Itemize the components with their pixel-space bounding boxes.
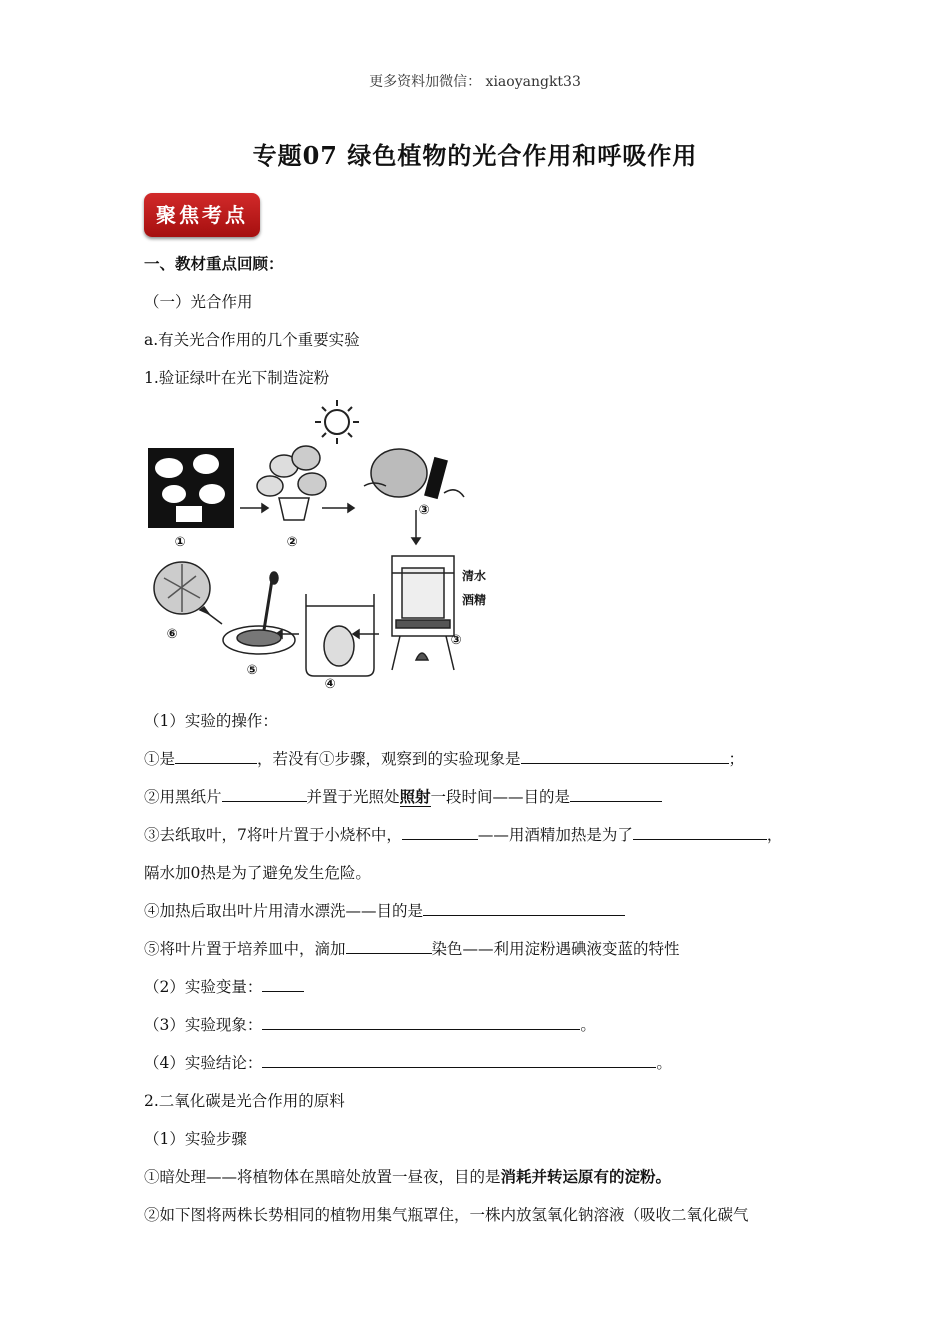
- page-header: 更多资料加微信： xiaoyangkt33: [369, 74, 581, 90]
- petri-dish-dropper: [223, 572, 295, 654]
- blank-field[interactable]: [570, 785, 662, 802]
- blank-field[interactable]: [346, 937, 432, 954]
- exp2-step-2-line: ②如下图将两株长势相同的植物用集气瓶罩住，一株内放氢氧化钠溶液（吸收二氧化碳气: [144, 1206, 749, 1224]
- step-3-text-a: ③去纸取叶，7将叶片置于小烧杯中，: [144, 826, 402, 844]
- blank-field[interactable]: [262, 1051, 656, 1068]
- step-1-text-c: ；: [728, 750, 745, 768]
- page-title: 专题07 绿色植物的光合作用和呼吸作用: [252, 141, 698, 170]
- exp2-step-1-line: [144, 1165, 671, 1187]
- sun-icon: [315, 400, 359, 444]
- blank-field[interactable]: [423, 899, 625, 916]
- phenomenon-end: 。: [580, 1016, 596, 1034]
- blank-field[interactable]: [402, 823, 478, 840]
- phenomenon-label: （3）实验现象：: [144, 1016, 263, 1034]
- figure-label-4: ④: [324, 677, 336, 692]
- conclusion-end: 。: [656, 1054, 672, 1072]
- conclusion-label: （4）实验结论：: [144, 1054, 263, 1072]
- step-2-text-d: 一段时间——目的是: [430, 788, 571, 806]
- step-5-line: [144, 937, 680, 959]
- subsection-experiments: a.有关光合作用的几个重要实验: [144, 331, 360, 349]
- blank-field[interactable]: [262, 1013, 580, 1030]
- starch-experiment-figure: [144, 398, 494, 693]
- step-3-continuation: 隔水加0热是为了避免发生危险。: [144, 864, 371, 882]
- beaker-with-leaf: [306, 594, 374, 676]
- leaf-with-paper: [364, 449, 464, 499]
- label-alcohol: 酒精: [462, 593, 487, 607]
- figure-label-1: ①: [174, 535, 186, 550]
- variable-label: （2）实验变量：: [144, 978, 263, 996]
- blank-field[interactable]: [175, 747, 257, 764]
- figure-label-5: ⑤: [246, 663, 258, 678]
- step-3-line: [144, 823, 782, 845]
- step-4-line: [144, 899, 625, 921]
- figure-label-2: ②: [286, 535, 298, 550]
- step-5-text-a: ⑤将叶片置于培养皿中，滴加: [144, 940, 346, 958]
- blank-field[interactable]: [521, 747, 729, 764]
- experiment-2-title: 2.二氧化碳是光合作用的原料: [144, 1092, 345, 1110]
- experiment-2-steps-heading: （1）实验步骤: [144, 1130, 247, 1148]
- experiment-1-title: 1.验证绿叶在光下制造淀粉: [144, 369, 330, 387]
- operation-heading: （1）实验的操作：: [144, 712, 278, 730]
- step-1-line: [144, 747, 744, 769]
- result-leaf: [154, 562, 210, 614]
- exp2-step-1-text: ①暗处理——将植物体在黑暗处放置一昼夜，目的是: [144, 1168, 501, 1186]
- step-3-text-c: ，: [766, 826, 783, 844]
- figure-label-3b: ③: [450, 633, 462, 648]
- blank-field[interactable]: [222, 785, 307, 802]
- water-bath-apparatus: [392, 556, 454, 670]
- blank-field[interactable]: [633, 823, 767, 840]
- step-4-text-a: ④加热后取出叶片用清水漂洗——目的是: [144, 902, 424, 920]
- subsection-photosynthesis: （一）光合作用: [144, 293, 253, 311]
- step-2-line: [144, 785, 662, 807]
- exp2-step-1-emphasis: 消耗并转运原有的淀粉。: [500, 1167, 672, 1186]
- step-2-text-b: 并置于光照处: [306, 788, 400, 806]
- section-heading: 一、教材重点回顾：: [144, 254, 284, 273]
- variable-line: [144, 975, 304, 997]
- dark-box-plant: [148, 448, 234, 528]
- step-1-text-a: ①是: [144, 750, 176, 768]
- step-2-emphasis: 照射: [399, 787, 431, 806]
- phenomenon-line: [144, 1013, 596, 1035]
- figure-label-6: ⑥: [166, 627, 178, 642]
- blank-field[interactable]: [262, 975, 304, 992]
- step-5-text-b: 染色——利用淀粉遇碘液变蓝的特性: [431, 940, 680, 958]
- focus-badge: 聚焦考点: [144, 193, 260, 237]
- conclusion-line: [144, 1051, 672, 1073]
- figure-label-3a: ③: [418, 503, 430, 518]
- step-3-text-b: ——用酒精加热是为了: [477, 826, 633, 844]
- label-clear-water: 清水: [462, 569, 487, 583]
- step-1-text-b: ，若没有①步骤，观察到的实验现象是: [257, 750, 521, 768]
- step-2-text-a: ②用黑纸片: [144, 788, 222, 806]
